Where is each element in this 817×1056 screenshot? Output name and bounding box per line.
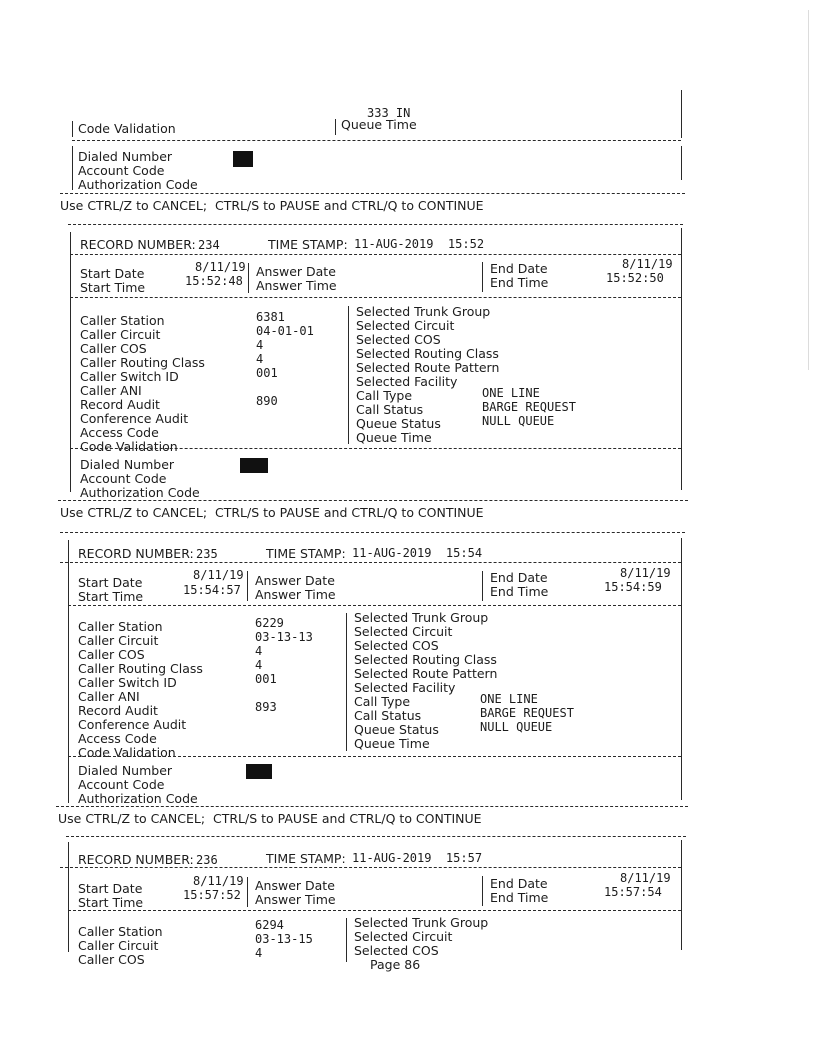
access-code-label: Access Code	[78, 731, 157, 746]
selected-cos-label: Selected COS	[356, 332, 441, 347]
fragment-authorization-code-label: Authorization Code	[78, 177, 198, 192]
queue-status-value: NULL QUEUE	[482, 414, 555, 428]
fragment-queue-time-label: Queue Time	[341, 117, 417, 132]
caller-station-value: 6294	[255, 918, 284, 932]
call-status-value: BARGE REQUEST	[482, 400, 576, 414]
time-stamp-label: TIME STAMP:	[266, 546, 346, 561]
dialed-number-label: Dialed Number	[78, 763, 173, 778]
call-type-value: ONE LINE	[482, 386, 540, 400]
fragment-account-code-label: Account Code	[78, 163, 165, 178]
selected-circuit-label: Selected Circuit	[354, 929, 453, 944]
time-stamp-value: 11-AUG-2019 15:57	[352, 851, 483, 865]
start-date-label: Start Date	[78, 575, 143, 590]
call-type-label: Call Type	[354, 694, 411, 709]
record-audit-label: Record Audit	[80, 397, 160, 412]
fragment-continue-prompt: Use CTRL/Z to CANCEL; CTRL/S to PAUSE and CTRL/Q to CONTINUE	[60, 198, 484, 213]
caller-routing-class-label: Caller Routing Class	[78, 661, 203, 676]
caller-station-value: 6381	[256, 310, 285, 324]
end-time-value: 15:54:59	[604, 580, 662, 594]
selected-circuit-label: Selected Circuit	[354, 624, 453, 639]
caller-switch-id-label: Caller Switch ID	[80, 369, 179, 384]
end-time-value: 15:52:50	[606, 271, 664, 285]
caller-circuit-value: 04-01-01	[256, 324, 314, 338]
record-number-value: 234	[198, 238, 220, 252]
record-number-label: RECORD NUMBER:	[80, 237, 196, 252]
queue-status-label: Queue Status	[356, 416, 441, 431]
caller-cos-value: 4	[255, 644, 263, 658]
start-time-value: 15:54:57	[183, 583, 241, 597]
record-audit-value: 890	[256, 394, 278, 408]
start-date-value: 8/11/19	[195, 260, 246, 274]
dialed-number-label: Dialed Number	[80, 457, 175, 472]
caller-routing-class-value: 4	[256, 352, 264, 366]
caller-cos-value: 4	[255, 946, 263, 960]
continue-prompt: Use CTRL/Z to CANCEL; CTRL/S to PAUSE and CTRL/Q to CONTINUE	[58, 811, 482, 826]
end-time-label: End Time	[490, 890, 549, 905]
redaction-box	[246, 764, 272, 779]
start-date-label: Start Date	[78, 881, 143, 896]
access-code-label: Access Code	[80, 425, 159, 440]
fragment-dialed-number-label: Dialed Number	[78, 149, 173, 164]
time-stamp-label: TIME STAMP:	[268, 237, 348, 252]
redaction-box	[240, 458, 268, 473]
account-code-label: Account Code	[80, 471, 167, 486]
record-number-value: 236	[196, 853, 218, 867]
time-stamp-value: 11-AUG-2019 15:52	[354, 237, 485, 251]
caller-station-value: 6229	[255, 616, 284, 630]
caller-routing-class-value: 4	[255, 658, 263, 672]
redaction-box	[233, 151, 253, 167]
caller-switch-id-label: Caller Switch ID	[78, 675, 177, 690]
conference-audit-label: Conference Audit	[80, 411, 189, 426]
end-date-value: 8/11/19	[620, 871, 671, 885]
caller-cos-value: 4	[256, 338, 264, 352]
record-number-label: RECORD NUMBER:	[78, 852, 194, 867]
answer-time-label: Answer Time	[256, 278, 337, 293]
start-time-label: Start Time	[78, 589, 144, 604]
queue-status-label: Queue Status	[354, 722, 439, 737]
time-stamp-value: 11-AUG-2019 15:54	[352, 546, 483, 560]
end-date-label: End Date	[490, 876, 548, 891]
caller-circuit-label: Caller Circuit	[78, 633, 159, 648]
start-time-value: 15:57:52	[183, 888, 241, 902]
caller-cos-label: Caller COS	[78, 647, 145, 662]
record-number-label: RECORD NUMBER:	[78, 546, 194, 561]
start-date-label: Start Date	[80, 266, 145, 281]
selected-route-pattern-label: Selected Route Pattern	[356, 360, 500, 375]
start-time-label: Start Time	[78, 895, 144, 910]
conference-audit-label: Conference Audit	[78, 717, 187, 732]
selected-facility-label: Selected Facility	[354, 680, 456, 695]
page-edge-shadow	[808, 10, 809, 370]
caller-switch-id-value: 001	[255, 672, 277, 686]
account-code-label: Account Code	[78, 777, 165, 792]
call-status-value: BARGE REQUEST	[480, 706, 574, 720]
continue-prompt: Use CTRL/Z to CANCEL; CTRL/S to PAUSE and CTRL/Q to CONTINUE	[60, 505, 484, 520]
selected-trunk-group-label: Selected Trunk Group	[354, 610, 489, 625]
caller-ani-label: Caller ANI	[80, 383, 142, 398]
answer-date-label: Answer Date	[256, 264, 336, 279]
record-number-value: 235	[196, 547, 218, 561]
start-time-label: Start Time	[80, 280, 146, 295]
queue-status-value: NULL QUEUE	[480, 720, 553, 734]
end-date-value: 8/11/19	[622, 257, 673, 271]
time-stamp-label: TIME STAMP:	[266, 851, 346, 866]
call-type-label: Call Type	[356, 388, 413, 403]
selected-cos-label: Selected COS	[354, 638, 439, 653]
page-number: Page 86	[370, 957, 421, 972]
start-date-value: 8/11/19	[193, 568, 244, 582]
selected-trunk-group-label: Selected Trunk Group	[356, 304, 491, 319]
caller-circuit-label: Caller Circuit	[78, 938, 159, 953]
end-time-label: End Time	[490, 584, 549, 599]
selected-route-pattern-label: Selected Route Pattern	[354, 666, 498, 681]
code-validation-label: Code Validation	[78, 745, 176, 760]
selected-trunk-group-label: Selected Trunk Group	[354, 915, 489, 930]
caller-cos-label: Caller COS	[78, 952, 145, 967]
end-date-label: End Date	[490, 570, 548, 585]
code-validation-label: Code Validation	[80, 439, 178, 454]
caller-station-label: Caller Station	[80, 313, 165, 328]
answer-time-label: Answer Time	[255, 587, 336, 602]
answer-date-label: Answer Date	[255, 878, 335, 893]
caller-circuit-value: 03-13-13	[255, 630, 313, 644]
queue-time-label: Queue Time	[354, 736, 430, 751]
caller-routing-class-label: Caller Routing Class	[80, 355, 205, 370]
selected-facility-label: Selected Facility	[356, 374, 458, 389]
start-time-value: 15:52:48	[185, 274, 243, 288]
record-audit-value: 893	[255, 700, 277, 714]
answer-date-label: Answer Date	[255, 573, 335, 588]
caller-circuit-value: 03-13-15	[255, 932, 313, 946]
selected-circuit-label: Selected Circuit	[356, 318, 455, 333]
authorization-code-label: Authorization Code	[80, 485, 200, 500]
queue-time-label: Queue Time	[356, 430, 432, 445]
caller-station-label: Caller Station	[78, 924, 163, 939]
fragment-code-validation-label: Code Validation	[78, 121, 176, 136]
authorization-code-label: Authorization Code	[78, 791, 198, 806]
caller-ani-label: Caller ANI	[78, 689, 140, 704]
record-audit-label: Record Audit	[78, 703, 158, 718]
end-date-value: 8/11/19	[620, 566, 671, 580]
selected-routing-class-label: Selected Routing Class	[354, 652, 497, 667]
end-date-label: End Date	[490, 261, 548, 276]
call-status-label: Call Status	[354, 708, 422, 723]
caller-circuit-label: Caller Circuit	[80, 327, 161, 342]
caller-station-label: Caller Station	[78, 619, 163, 634]
call-status-label: Call Status	[356, 402, 424, 417]
call-type-value: ONE LINE	[480, 692, 538, 706]
fragment-header: 333 IN	[367, 106, 411, 120]
end-time-value: 15:57:54	[604, 885, 662, 899]
end-time-label: End Time	[490, 275, 549, 290]
selected-cos-label: Selected COS	[354, 943, 439, 958]
caller-cos-label: Caller COS	[80, 341, 147, 356]
selected-routing-class-label: Selected Routing Class	[356, 346, 499, 361]
start-date-value: 8/11/19	[193, 874, 244, 888]
caller-switch-id-value: 001	[256, 366, 278, 380]
answer-time-label: Answer Time	[255, 892, 336, 907]
